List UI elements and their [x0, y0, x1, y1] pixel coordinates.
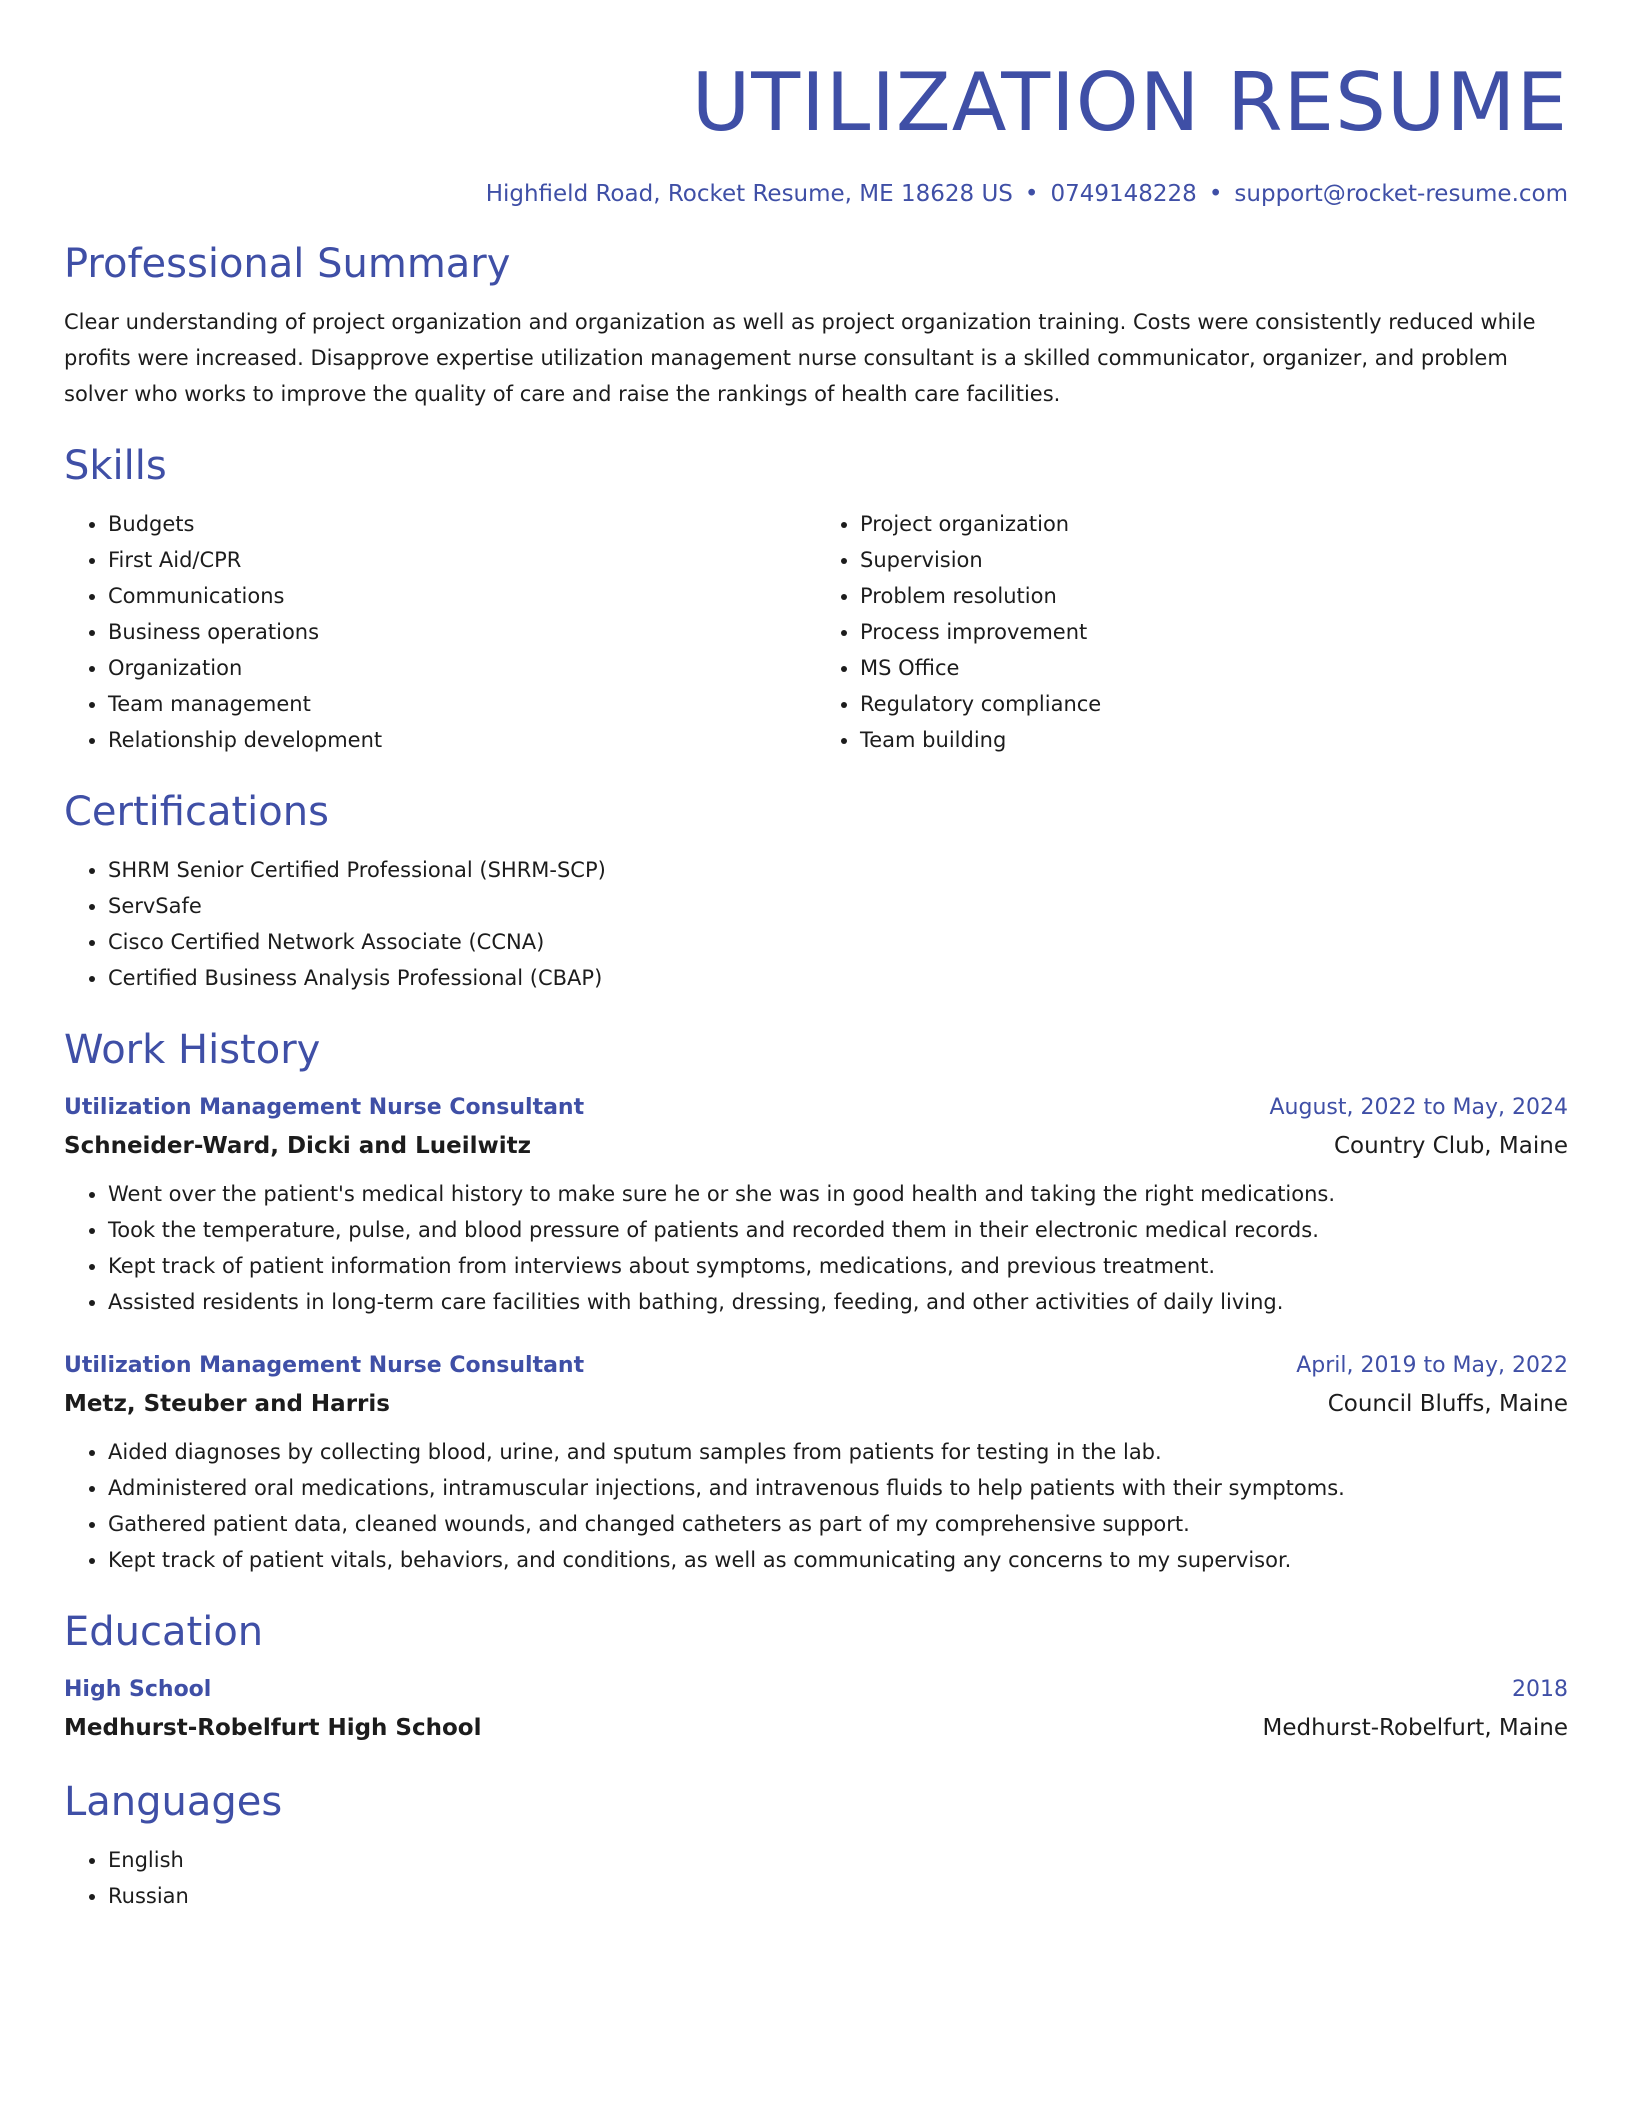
- job-location: Country Club, Maine: [1334, 1133, 1568, 1159]
- skills-list-right: [816, 506, 1568, 758]
- languages-heading: Languages: [64, 1779, 283, 1825]
- job-duty: • Went over the patient's medical history to make sure he or she was in good health and taking the right medications.: [108, 1176, 1568, 1212]
- job-duty: • Took the temperature, pulse, and blood pressure of patients and recorded them in their electronic medical records.: [108, 1212, 1568, 1248]
- education-heading: Education: [64, 1609, 264, 1655]
- language-item: • English: [108, 1842, 1568, 1878]
- job-duty: • Assisted residents in long-term care facilities with bathing, dressing, feeding, and other activities of daily living.: [108, 1284, 1568, 1320]
- language-item: • Russian: [108, 1878, 1568, 1914]
- job-duties-list: [64, 1176, 1568, 1320]
- certification-item: • Certified Business Analysis Professional (CBAP): [108, 960, 1568, 996]
- summary-heading: Professional Summary: [64, 241, 511, 287]
- education-location: Medhurst-Robelfurt, Maine: [1262, 1715, 1568, 1741]
- skills-section: [64, 440, 1568, 758]
- job-company: Schneider-Ward, Dicki and Lueilwitz: [64, 1133, 532, 1159]
- job-header-row: [64, 1090, 1568, 1126]
- education-entry: [64, 1672, 1568, 1748]
- skill-item: • Team management: [108, 686, 816, 722]
- skills-heading: Skills: [64, 443, 167, 489]
- contact-separator: •: [1024, 181, 1039, 207]
- certification-item: • ServSafe: [108, 888, 1568, 924]
- languages-list: [64, 1842, 1568, 1914]
- certifications-list: [64, 852, 1568, 996]
- skill-item: • Supervision: [860, 542, 1568, 578]
- job-header-row: [64, 1348, 1568, 1384]
- skill-item: • Business operations: [108, 614, 816, 650]
- skill-item: • MS Office: [860, 650, 1568, 686]
- education-year: 2018: [1512, 1677, 1568, 1702]
- education-school-row: [64, 1708, 1568, 1748]
- languages-section: [64, 1776, 1568, 1914]
- certifications-section: [64, 786, 1568, 996]
- education-school: Medhurst-Robelfurt High School: [64, 1715, 482, 1741]
- education-header-row: [64, 1672, 1568, 1708]
- contact-separator: •: [1208, 181, 1223, 207]
- contact-address: Highfield Road, Rocket Resume, ME 18628 US: [485, 181, 1013, 207]
- skill-item: • Process improvement: [860, 614, 1568, 650]
- job-duty: • Administered oral medications, intramuscular injections, and intravenous fluids to help patients with their symptoms.: [108, 1470, 1568, 1506]
- skill-item: • Communications: [108, 578, 816, 614]
- job-duties-list: [64, 1434, 1568, 1578]
- resume-name: UTILIZATION RESUME: [691, 56, 1568, 149]
- job-title: Utilization Management Nurse Consultant: [64, 1095, 585, 1120]
- job-entry: [64, 1348, 1568, 1578]
- job-entry: [64, 1090, 1568, 1320]
- skill-item: • Budgets: [108, 506, 816, 542]
- work-history-heading: Work History: [64, 1027, 321, 1073]
- contact-email[interactable]: support@rocket-resume.com: [1234, 181, 1568, 207]
- skill-item: • Relationship development: [108, 722, 816, 758]
- job-dates: April, 2019 to May, 2022: [1296, 1353, 1568, 1378]
- job-duty: • Gathered patient data, cleaned wounds, and changed catheters as part of my comprehensive support.: [108, 1506, 1568, 1542]
- skill-item: • Team building: [860, 722, 1568, 758]
- contact-line: [64, 178, 1568, 210]
- education-degree: High School: [64, 1677, 212, 1702]
- skill-item: • Regulatory compliance: [860, 686, 1568, 722]
- job-duty: • Kept track of patient vitals, behaviors, and conditions, as well as communicating any concerns to my supervisor.: [108, 1542, 1568, 1578]
- contact-phone: 0749148228: [1050, 181, 1197, 207]
- job-company-row: [64, 1126, 1568, 1166]
- job-company-row: [64, 1384, 1568, 1424]
- skill-item: • Problem resolution: [860, 578, 1568, 614]
- education-section: [64, 1606, 1568, 1748]
- certifications-heading: Certifications: [64, 789, 329, 835]
- skill-item: • First Aid/CPR: [108, 542, 816, 578]
- job-duty: • Kept track of patient information from interviews about symptoms, medications, and previous treatment.: [108, 1248, 1568, 1284]
- job-title: Utilization Management Nurse Consultant: [64, 1353, 585, 1378]
- summary-text: Clear understanding of project organization and organization as well as project organization training. Costs were consistently reduced while profits were increased. Disapprove expertise utilization management nurse consultant is a skilled communicator, organizer, and problem solver who works to improve the quality of care and raise the rankings of health care facilities.: [64, 310, 1536, 406]
- skill-item: • Project organization: [860, 506, 1568, 542]
- job-location: Council Bluffs, Maine: [1327, 1391, 1568, 1417]
- certification-item: • SHRM Senior Certified Professional (SHRM-SCP): [108, 852, 1568, 888]
- job-dates: August, 2022 to May, 2024: [1269, 1095, 1568, 1120]
- skill-item: • Organization: [108, 650, 816, 686]
- job-company: Metz, Steuber and Harris: [64, 1391, 390, 1417]
- skills-grid: [64, 506, 1568, 758]
- work-history-section: [64, 1024, 1568, 1578]
- job-duty: • Aided diagnoses by collecting blood, urine, and sputum samples from patients for testing in the lab.: [108, 1434, 1568, 1470]
- skills-list-left: [64, 506, 816, 758]
- summary-section: [64, 238, 1568, 412]
- certification-item: • Cisco Certified Network Associate (CCNA): [108, 924, 1568, 960]
